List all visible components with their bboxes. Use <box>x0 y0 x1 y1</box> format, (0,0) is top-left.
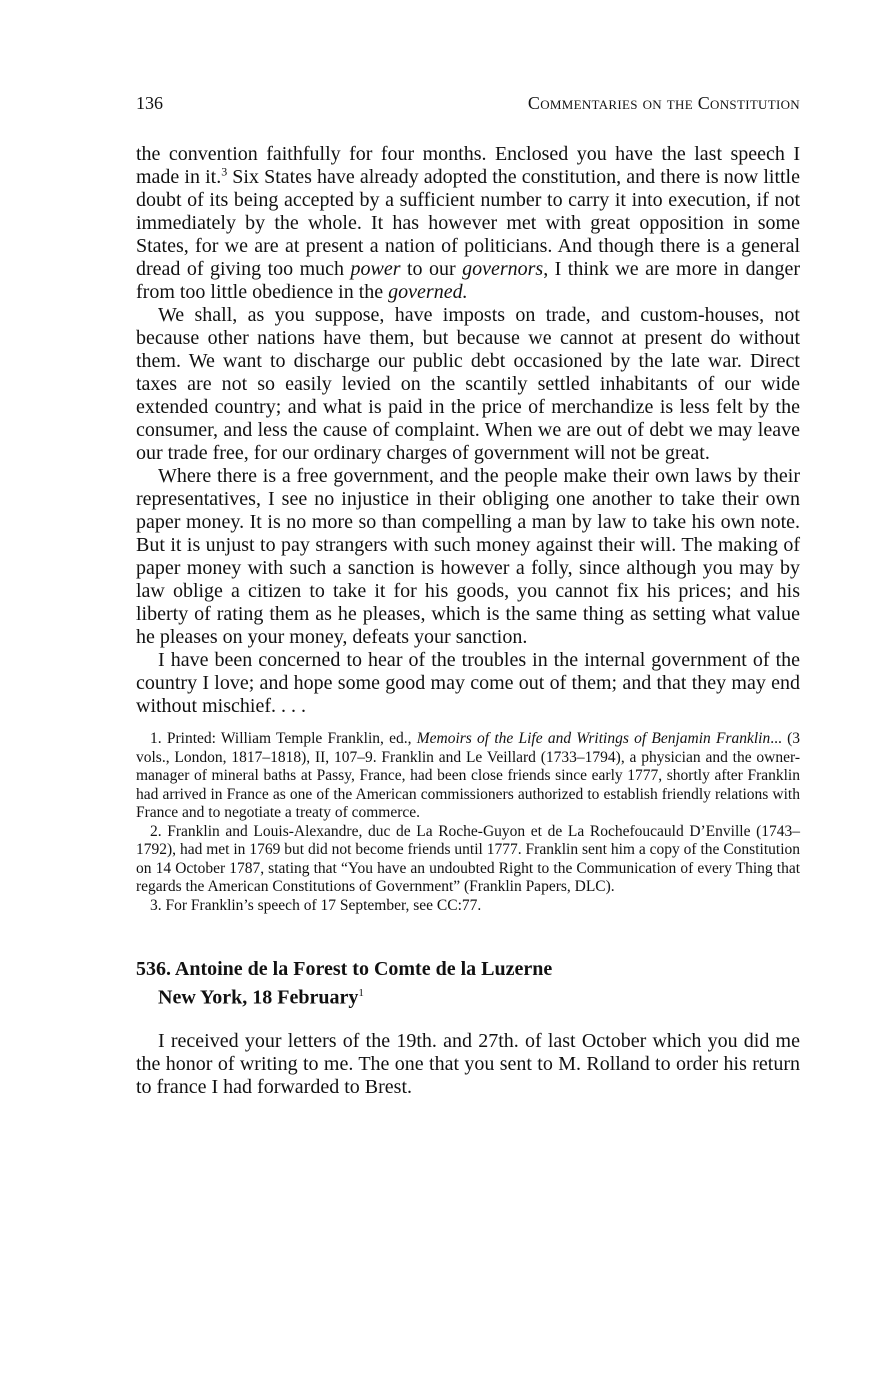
italic-governors: governors <box>462 258 544 280</box>
footnote-1-text-b: ... (3 vols., London, 1817–1818), II, 107–9. Franklin and Le Veillard (1733–1794), a physician and the owner-manager of mineral baths at Passy, France, had been close friends since early 1777, shortly after Franklin had arrived in France as one of the American commissioners authorized to establish friendly relations with France and to negotiate a treaty of commerce. <box>136 730 800 821</box>
paragraph-1-text-c: to our <box>400 258 463 280</box>
paragraph-1-text-d: , I think we are more in danger from too little obedience in the <box>136 258 800 303</box>
footnote-ref-3: 3 <box>221 164 228 179</box>
footnote-1-text-a: 1. Printed: William Temple Franklin, ed., <box>150 730 417 747</box>
document-body <box>136 1030 800 1099</box>
document-paragraph-1: I received your letters of the 19th. and 27th. of last October which you did me the honor of writing to me. The one that you sent to M. Rolland to order his return to france I had forwarded to Brest. <box>136 1029 800 1098</box>
running-head <box>136 93 800 117</box>
paragraph-1-text-b: Six States have already adopted the constitution, and there is now little doubt of its being accepted by a sufficient number to carry it into execution, if not immediately by the whole. It has however met with great opposition in some States, for we are at present a nation of politicians. And though there is a general dread of giving too much <box>136 166 800 280</box>
footnote-3: 3. For Franklin’s speech of 17 September, see CC:77. <box>150 896 482 914</box>
letter-continuation <box>136 143 800 718</box>
paragraph-2: We shall, as you suppose, have imposts on trade, and custom-houses, not because other nations have them, but because we cannot at present do without them. We want to discharge our public debt occasioned by the late war. Direct taxes are not so easily levied on the scantily settled inhabitants of our wide extended country; and what is paid in the price of merchandize is less felt by the consumer, and less the cause of complaint. When we are out of debt we may leave our trade free, for our ordinary charges of government will not be great. <box>136 304 800 464</box>
document-title: 536. Antoine de la Forest to Comte de la Luzerne <box>136 958 553 980</box>
footnote-2: 2. Franklin and Louis-Alexandre, duc de La Roche-Guyon et de La Rochefoucauld D’Enville (1743–1792), had met in 1769 but did not become friends until 1777. Franklin sent him a copy of the Constitution on 14 October 1787, stating that “You have an undoubted Right to the Communication of every Thing that regards the American Constitutions of Government” (Franklin Papers, DLC). <box>136 822 800 895</box>
page-number: 136 <box>136 93 163 113</box>
paragraph-3: Where there is a free government, and the people make their own laws by their representatives, I see no injustice in their obliging one another to take their own paper money. It is no more so than compelling a man by law to take his own note. But it is unjust to pay strangers with such money against their will. The making of paper money with such a sanction is however a folly, since although you may by law oblige a citizen to take it for his goods, you cannot fix his prices; and his liberty of rating them as he pleases, which is the same thing as setting what value he pleases on your money, defeats your sanction. <box>136 465 800 648</box>
paragraph-4: I have been concerned to hear of the troubles in the internal government of the country I love; and hope some good may come out of them; and that they may end without mischief. . . . <box>136 649 800 717</box>
footnote-1-book-title: Memoirs of the Life and Writings of Benjamin Franklin <box>416 730 771 747</box>
document-dateline <box>136 981 800 1010</box>
document-dateline-text: New York, 18 February <box>158 986 359 1009</box>
italic-governed: governed. <box>388 281 468 303</box>
book-page <box>136 93 800 1099</box>
italic-power: power <box>350 258 401 280</box>
running-title: Commentaries on the Constitution <box>527 93 800 113</box>
document-heading <box>136 957 800 1010</box>
document-footnote-ref: 1 <box>358 987 364 999</box>
footnote-1 <box>136 730 800 823</box>
footnotes <box>136 730 800 915</box>
paragraph-1 <box>136 143 800 304</box>
paragraph-1-text-a: the convention faithfully for four months. Enclosed you have the last speech I made in it. <box>136 143 800 188</box>
